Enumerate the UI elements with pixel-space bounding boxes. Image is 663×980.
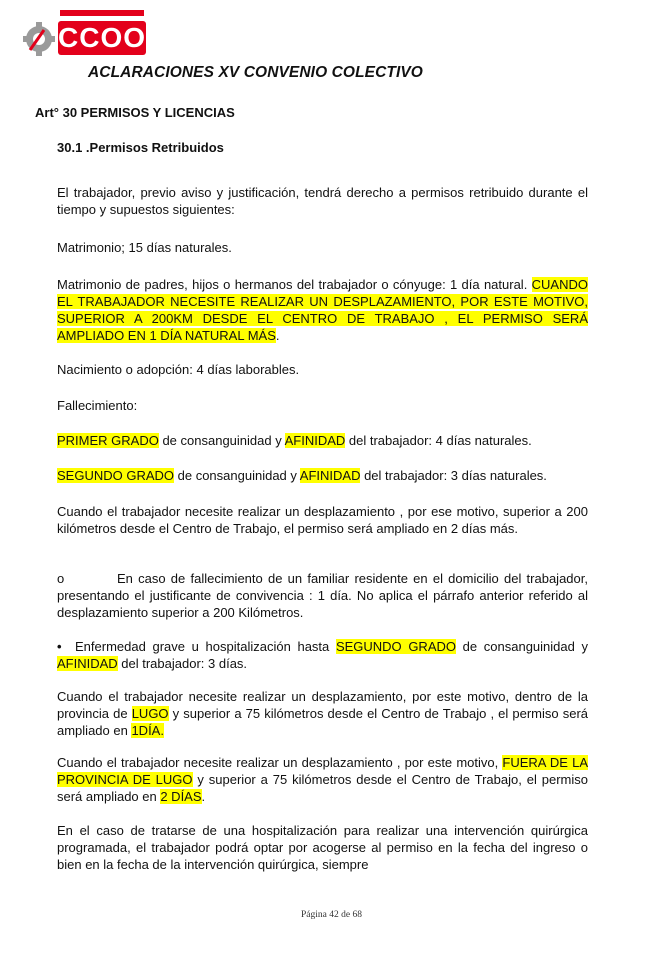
highlight-afinidad: AFINIDAD [284, 433, 346, 448]
text: y superior a 75 kilómetros desde el Centro de Trabajo, el permiso será ampliado en [57, 772, 588, 804]
residente-paragraph [57, 570, 588, 621]
text: de consanguinidad y [174, 468, 300, 483]
highlight-2-dias: 2 DÍAS [160, 789, 202, 804]
primer-grado-paragraph [57, 432, 588, 449]
text: Enfermedad grave u hospitalización hasta [75, 639, 336, 654]
text: del trabajador: 4 días naturales. [345, 433, 532, 448]
document-title: ACLARACIONES XV CONVENIO COLECTIVO [88, 64, 423, 81]
highlight-1-dia: 1DÍA. [131, 723, 164, 738]
residente-text: En caso de fallecimiento de un familiar residente en el domicilio del trabajador, presentando el justificante de convivencia : 1 día. No aplica el párrafo anterior referido al desplazamiento superior a 200 Kilómetros. [57, 571, 588, 620]
highlight-desplazamiento: CUANDO EL TRABAJADOR NECESITE REALIZAR UN DESPLAZAMIENTO, POR ESTE MOTIVO, SUPERIOR A 200KM DESDE EL CENTRO DE TRABAJO , EL PERMISO SERÁ AMPLIADO EN 1 DÍA NATURAL MÁS [57, 277, 588, 343]
text: . [201, 789, 206, 804]
fallecimiento-heading: Fallecimiento: [57, 398, 138, 413]
text: Cuando el trabajador necesite realizar un desplazamiento, por este motivo, dentro de la provincia de [57, 689, 588, 721]
text: del trabajador: 3 días naturales. [360, 468, 547, 483]
highlight-afinidad: AFINIDAD [299, 468, 361, 483]
highlight-primer-grado: PRIMER GRADO [57, 433, 159, 448]
text: del trabajador: 3 días. [117, 656, 248, 671]
logo-text: CCOO [58, 22, 146, 53]
enfermedad-paragraph [57, 638, 588, 672]
text: de consanguinidad y [456, 639, 589, 654]
segundo-grado-paragraph [57, 467, 588, 484]
desplazamiento-200-paragraph: Cuando el trabajador necesite realizar un desplazamiento , por ese motivo, superior a 200 kilómetros desde el Centro de Trabajo, el permiso será ampliado en 2 días más. [57, 504, 588, 536]
period: . [275, 328, 280, 343]
matrimonio-paragraph: Matrimonio; 15 días naturales. [57, 240, 232, 255]
bullet-o-icon: o [57, 571, 65, 586]
article-heading: Art° 30 PERMISOS Y LICENCIAS [35, 105, 235, 120]
text: y superior a 75 kilómetros desde el Centro de Trabajo , el permiso será ampliado en [57, 706, 589, 738]
intro-paragraph: El trabajador, previo aviso y justificación, tendrá derecho a permisos retribuido durante el tiempo y supuestos siguientes: [57, 185, 588, 217]
matrimonio-padres-text: Matrimonio de padres, hijos o hermanos del trabajador o cónyuge: 1 día natural. [57, 277, 528, 292]
text: de consanguinidad y [158, 433, 285, 448]
lugo-dentro-paragraph [57, 688, 588, 739]
matrimonio-padres-paragraph [57, 276, 588, 344]
gear-icon [23, 22, 55, 56]
highlight-afinidad: AFINIDAD [57, 656, 118, 671]
logo-bar [60, 10, 144, 16]
nacimiento-paragraph: Nacimiento o adopción: 4 días laborables. [57, 362, 300, 377]
highlight-segundo-grado: SEGUNDO GRADO [57, 468, 175, 483]
subsection-heading: 30.1 .Permisos Retribuidos [57, 140, 224, 155]
text: Cuando el trabajador necesite realizar un desplazamiento , por este motivo, [57, 755, 503, 770]
highlight-lugo: LUGO [131, 706, 169, 721]
page-number: Página 42 de 68 [301, 910, 362, 920]
highlight-segundo-grado: SEGUNDO GRADO [335, 639, 456, 654]
bullet-icon: • [57, 639, 62, 654]
highlight-fuera-lugo: FUERA DE LA PROVINCIA DE LUGO [57, 755, 588, 787]
lugo-fuera-paragraph [57, 754, 588, 805]
hospitalizacion-paragraph: En el caso de tratarse de una hospitalización para realizar una intervención quirúrgica programada, el trabajador podrá optar por acogerse al permiso en la fecha del ingreso o bien en la fecha de la intervención quirúrgica, siempre [57, 823, 588, 872]
